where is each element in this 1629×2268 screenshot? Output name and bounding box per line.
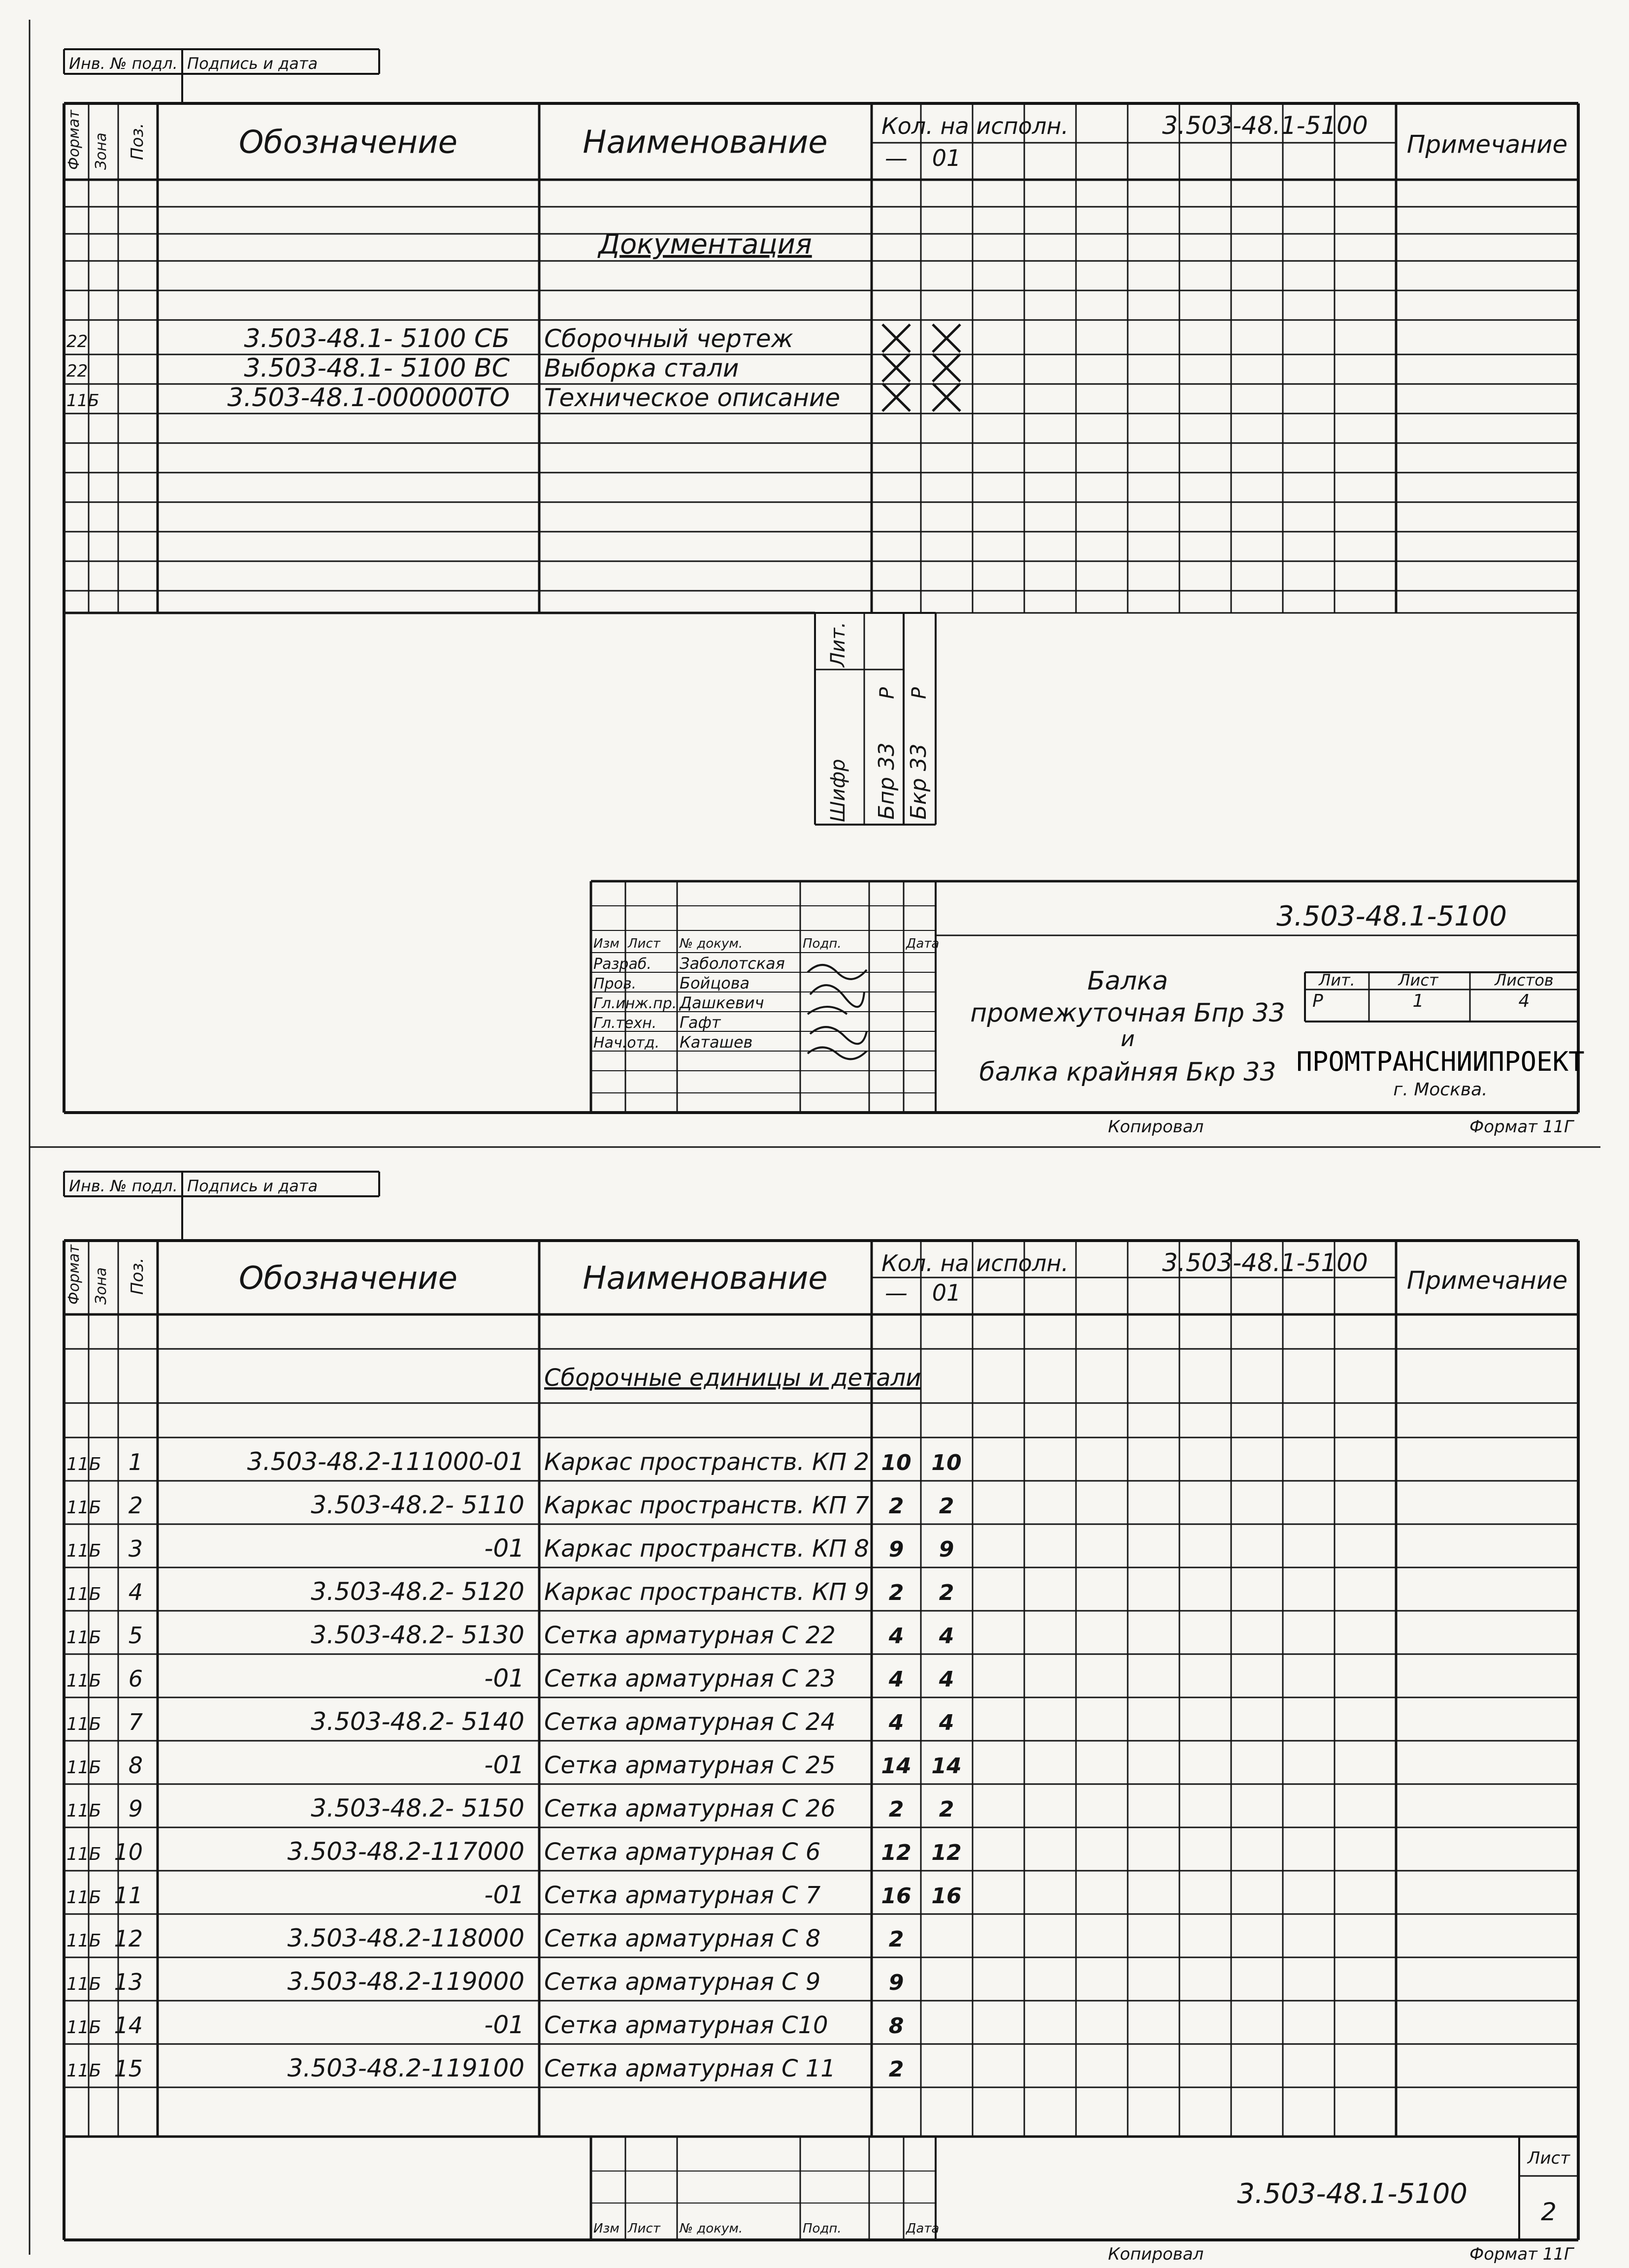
row-name: Сетка арматурная С 23 — [544, 1665, 836, 1693]
footer-list-label: Лист — [1527, 2148, 1570, 2168]
row-qty-2: 16 — [931, 1884, 962, 1909]
row-qty-1: 10 — [881, 1450, 912, 1475]
header-variant-dash: — — [885, 1279, 908, 1306]
header-qty: Кол. на исполн. — [881, 1250, 1069, 1277]
row-pos: 8 — [128, 1752, 143, 1779]
row-format: 22 — [66, 361, 88, 381]
row-pos: 1 — [128, 1449, 143, 1475]
row-qty-1: 9 — [888, 1970, 904, 1995]
row-name: Сетка арматурная С 9 — [544, 1968, 821, 1996]
row-name: Сборочный чертеж — [544, 324, 793, 353]
row-qty-1: 2 — [888, 1927, 904, 1952]
row-designation: 3.503-48.1- 5100 ВС — [244, 353, 510, 383]
row-qty-1: 4 — [888, 1667, 904, 1692]
stamp-sign-label: Подпись и дата — [187, 1177, 318, 1195]
row-format: 11Б — [66, 391, 99, 411]
row-qty-1: 2 — [888, 2057, 904, 2082]
row-name: Сетка арматурная С 25 — [544, 1752, 836, 1779]
row-qty-1: 14 — [881, 1754, 912, 1779]
lit-value-1: Р — [876, 687, 899, 699]
row-format: 11Б — [66, 1454, 101, 1474]
row-designation: -01 — [484, 1664, 524, 1693]
qty-cross-1 — [882, 383, 910, 411]
row-designation: -01 — [484, 1751, 524, 1779]
tb-col-head: Изм — [593, 936, 619, 951]
tb-col-head: Подп. — [803, 936, 842, 951]
row-qty-2: 4 — [939, 1667, 954, 1692]
row-name: Сетка арматурная С 8 — [544, 1925, 821, 1952]
row-designation: 3.503-48.2-119000 — [287, 1967, 524, 1996]
row-pos: 7 — [128, 1709, 143, 1735]
row-format: 11Б — [66, 1541, 101, 1561]
tb-list-val: 1 — [1412, 991, 1424, 1011]
stamp-inv-label: Инв. № подл. — [69, 54, 178, 73]
row-pos: 9 — [128, 1795, 143, 1822]
section-title: Документация — [598, 228, 812, 260]
row-designation: 3.503-48.2-118000 — [287, 1924, 524, 1952]
row-qty-2: 4 — [939, 1624, 954, 1649]
footer-col-head: Дата — [906, 2221, 940, 2236]
tb-person: Бойцова — [680, 974, 750, 992]
lit-code-1: Бпр 33 — [874, 742, 899, 820]
lit-label: Лит. — [827, 621, 849, 667]
tb-title-3: и — [1120, 1026, 1135, 1052]
tb-role: Гл.инж.пр. — [593, 995, 677, 1012]
row-name: Выборка стали — [544, 354, 739, 383]
tb-doc-code: 3.503-48.1-5100 — [1276, 900, 1507, 932]
header-zone: Зона — [93, 132, 110, 170]
header-pos: Поз. — [128, 1257, 147, 1295]
tb-person: Заболотская — [680, 954, 785, 973]
qty-cross-1 — [882, 354, 910, 382]
row-designation: -01 — [484, 2011, 524, 2039]
tb-role: Пров. — [593, 975, 637, 992]
row-pos: 3 — [128, 1535, 143, 1562]
row-name: Сетка арматурная С10 — [544, 2012, 828, 2039]
tb-listov-val: 4 — [1518, 991, 1530, 1011]
tb-role: Гл.техн. — [593, 1015, 657, 1032]
header-note: Примечание — [1406, 130, 1568, 159]
row-pos: 12 — [114, 1925, 143, 1952]
tb-org: ПРОМТРАНСНИИПРОЕКТ — [1296, 1046, 1585, 1077]
row-name: Каркас пространств. КП 2 — [544, 1448, 869, 1476]
row-designation: 3.503-48.1-000000ТО — [227, 383, 510, 413]
row-pos: 14 — [114, 2012, 143, 2039]
footer-col-head: Подп. — [803, 2221, 842, 2236]
header-variant-01: 01 — [932, 1279, 961, 1306]
lit-code-2: Бкр 33 — [906, 743, 931, 820]
row-pos: 2 — [128, 1492, 143, 1519]
row-qty-1: 2 — [888, 1797, 904, 1822]
row-designation: 3.503-48.2- 5110 — [311, 1491, 524, 1519]
row-qty-2: 9 — [939, 1537, 954, 1562]
tb-person: Гафт — [680, 1013, 721, 1032]
row-qty-2: 10 — [931, 1450, 962, 1475]
header-format: Формат — [65, 1245, 83, 1305]
row-format: 11Б — [66, 1887, 101, 1908]
row-format: 11Б — [66, 2017, 101, 2038]
row-format: 11Б — [66, 1671, 101, 1691]
row-pos: 10 — [114, 1839, 143, 1865]
tb-person: Дашкевич — [680, 993, 764, 1012]
row-qty-1: 2 — [888, 1580, 904, 1605]
row-qty-1: 12 — [881, 1840, 912, 1865]
row-name: Сетка арматурная С 11 — [544, 2055, 836, 2082]
row-designation: 3.503-48.2-119100 — [287, 2054, 524, 2082]
row-name: Каркас пространств. КП 9 — [544, 1578, 869, 1606]
row-name: Каркас пространств. КП 8 — [544, 1535, 869, 1563]
header-pos: Поз. — [128, 123, 147, 160]
footer-col-head: Изм — [593, 2221, 619, 2236]
row-pos: 11 — [114, 1882, 143, 1909]
qty-cross-2 — [933, 324, 960, 352]
row-pos: 15 — [114, 2055, 143, 2082]
row-designation: 3.503-48.2- 5130 — [311, 1621, 524, 1649]
row-format: 11Б — [66, 1714, 101, 1734]
tb-col-head: Дата — [906, 936, 940, 951]
row-qty-2: 2 — [939, 1494, 954, 1519]
row-qty-1: 4 — [888, 1710, 904, 1735]
row-qty-2: 14 — [931, 1754, 962, 1779]
footer-list-no: 2 — [1541, 2198, 1557, 2226]
tb-copied: Копировал — [1108, 1117, 1204, 1137]
row-format: 11Б — [66, 1974, 101, 1994]
qty-cross-2 — [933, 383, 960, 411]
tb-role: Нач.отд. — [593, 1034, 660, 1052]
row-name: Сетка арматурная С 7 — [544, 1882, 821, 1909]
row-format: 11Б — [66, 1801, 101, 1821]
row-designation: 3.503-48.2-117000 — [287, 1837, 524, 1866]
header-doc-code: 3.503-48.1-5100 — [1162, 1248, 1368, 1277]
header-zone: Зона — [93, 1267, 110, 1305]
row-qty-1: 8 — [888, 2013, 904, 2039]
header-name: Наименование — [583, 1260, 828, 1297]
tb-role: Разраб. — [593, 956, 652, 973]
row-designation: 3.503-48.2-111000-01 — [247, 1447, 524, 1476]
row-designation: -01 — [484, 1534, 524, 1563]
row-qty-1: 4 — [888, 1624, 904, 1649]
shifr-label: Шифр — [827, 759, 849, 822]
tb-title-2: промежуточная Бпр 33 — [970, 998, 1285, 1028]
row-designation: 3.503-48.1- 5100 СБ — [244, 324, 510, 353]
stamp-sign-label: Подпись и дата — [187, 54, 318, 73]
tb-person: Каташев — [680, 1033, 753, 1052]
tb-title-1: Балка — [1087, 966, 1169, 996]
row-designation: 3.503-48.2- 5120 — [311, 1577, 524, 1606]
row-format: 11Б — [66, 2061, 101, 2081]
row-name: Сетка арматурная С 26 — [544, 1795, 836, 1822]
qty-cross-2 — [933, 354, 960, 382]
row-format: 11Б — [66, 1584, 101, 1604]
row-qty-2: 4 — [939, 1710, 954, 1735]
footer-col-head: Лист — [628, 2221, 660, 2236]
row-qty-2: 2 — [939, 1580, 954, 1605]
header-designation: Обозначение — [238, 124, 458, 161]
row-name: Техническое описание — [544, 383, 841, 412]
row-format: 11Б — [66, 1844, 101, 1864]
row-qty-1: 16 — [881, 1884, 912, 1909]
row-format: 11Б — [66, 1628, 101, 1648]
tb-lit-head: Лит. — [1319, 971, 1355, 990]
row-qty-1: 9 — [888, 1537, 904, 1562]
tb-list-head: Лист — [1398, 971, 1438, 990]
tb-col-head: Лист — [628, 936, 660, 951]
row-format: 11Б — [66, 1498, 101, 1518]
row-pos: 13 — [114, 1969, 143, 1995]
tb-city: г. Москва. — [1393, 1080, 1488, 1100]
section-title: Сборочные единицы и детали — [544, 1364, 921, 1392]
row-format: 11Б — [66, 1931, 101, 1951]
row-qty-1: 2 — [888, 1494, 904, 1519]
footer-doc-code: 3.503-48.1-5100 — [1237, 2178, 1467, 2210]
row-pos: 5 — [128, 1622, 143, 1649]
qty-cross-1 — [882, 324, 910, 352]
stamp-inv-label: Инв. № подл. — [69, 1177, 178, 1195]
row-name: Сетка арматурная С 22 — [544, 1622, 836, 1649]
header-designation: Обозначение — [238, 1260, 458, 1297]
row-qty-2: 2 — [939, 1797, 954, 1822]
row-name: Сетка арматурная С 6 — [544, 1838, 821, 1866]
header-qty: Кол. на исполн. — [881, 113, 1069, 139]
header-doc-code: 3.503-48.1-5100 — [1162, 111, 1368, 140]
tb-format: Формат 11Г — [1469, 1117, 1573, 1137]
header-note: Примечание — [1406, 1266, 1568, 1295]
tb-listov-head: Листов — [1495, 971, 1554, 990]
row-qty-2: 12 — [931, 1840, 962, 1865]
tb-col-head: № докум. — [680, 936, 743, 951]
row-pos: 4 — [128, 1579, 143, 1605]
lit-value-2: Р — [908, 687, 931, 699]
row-name: Сетка арматурная С 24 — [544, 1708, 836, 1736]
header-variant-01: 01 — [932, 145, 961, 171]
row-format: 11Б — [66, 1757, 101, 1778]
row-designation: 3.503-48.2- 5140 — [311, 1707, 524, 1736]
tb-lit-val: Р — [1312, 991, 1323, 1011]
header-format: Формат — [65, 110, 83, 170]
header-name: Наименование — [583, 124, 828, 161]
header-variant-dash: — — [885, 145, 908, 171]
footer-copied: Копировал — [1108, 2244, 1204, 2264]
text-layer — [65, 54, 1585, 2264]
footer-col-head: № докум. — [680, 2221, 743, 2236]
row-pos: 6 — [128, 1665, 143, 1692]
row-name: Каркас пространств. КП 7 — [544, 1492, 869, 1519]
tb-title-4: балка крайняя Бкр 33 — [979, 1057, 1276, 1087]
row-format: 22 — [66, 332, 88, 351]
row-designation: -01 — [484, 1881, 524, 1909]
row-designation: 3.503-48.2- 5150 — [311, 1794, 524, 1822]
footer-format: Формат 11Г — [1469, 2244, 1573, 2264]
